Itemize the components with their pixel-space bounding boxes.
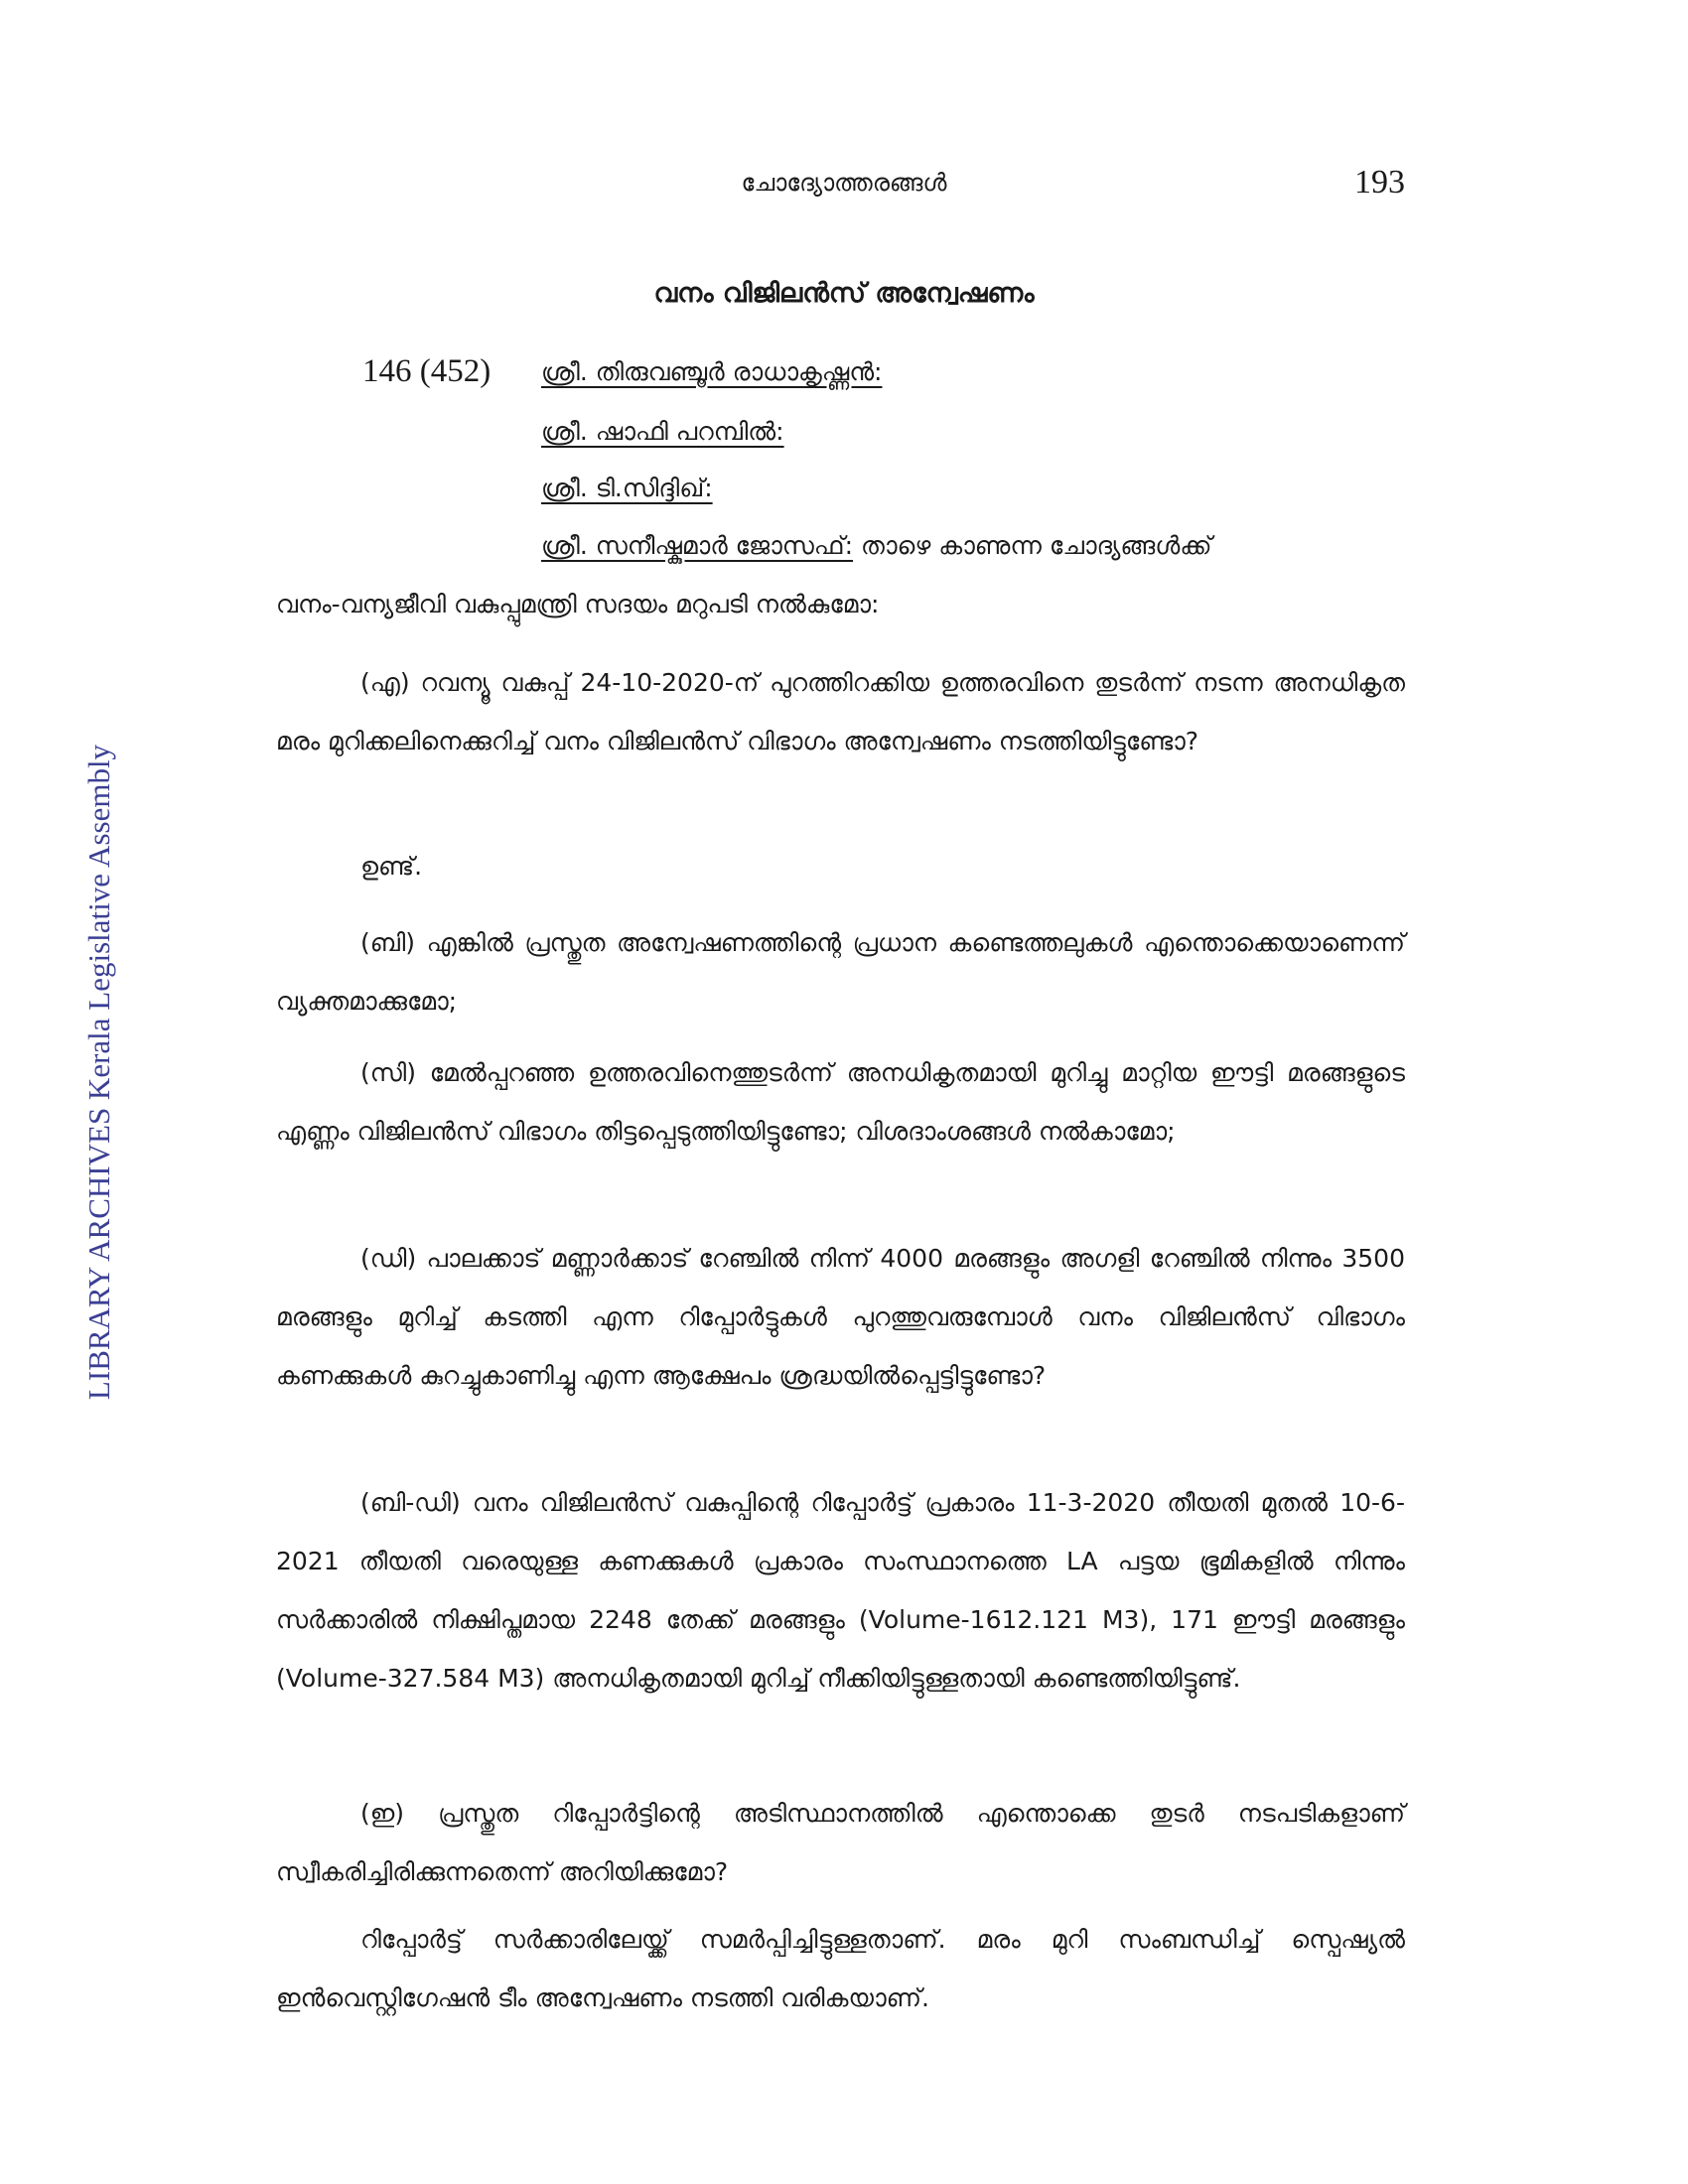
question-e: (ഇ) പ്രസ്തുത റിപ്പോർട്ടിന്റെ അടിസ്ഥാനത്തിൽ എന്തൊക്കെ തുടർ നടപടികളാണ് സ്വീകരിച്ചിരിക്കുന്നതെന്ന് അറിയിക്കുമോ? xyxy=(276,1799,1405,1886)
intro-line-2: വനം-വന്യജീവി വകുപ്പുമന്ത്രി സദയം മറുപടി നൽകുമോ: xyxy=(276,590,880,618)
page-number: 193 xyxy=(1354,164,1405,201)
question-c: (സി) മേൽപ്പറഞ്ഞ ഉത്തരവിനെത്തുടർന്ന് അനധികൃതമായി മുറിച്ചു മാറ്റിയ ഈട്ടി മരങ്ങളുടെ എണ്ണം വിജിലൻസ് വിഭാഗം തിട്ടപ്പെടുത്തിയിട്ടുണ്ടോ; വിശദാംശങ്ങൾ നൽകാമോ; xyxy=(276,1058,1405,1146)
archive-side-watermark: LIBRARY ARCHIVES Kerala Legislative Assembly xyxy=(81,744,116,1401)
question-d: (ഡി) പാലക്കാട് മണ്ണാർക്കാട് റേഞ്ചിൽ നിന്ന് 4000 മരങ്ങളും അഗളി റേഞ്ചിൽ നിന്നും 3500 മരങ്ങളും മുറിച്ച് കടത്തി എന്ന റിപ്പോർട്ടുകൾ പുറത്തുവരുമ്പോൾ വനം വിജിലൻസ് വിഭാഗം കണക്കുകൾ കുറച്ചുകാണിച്ചു എന്ന ആക്ഷേപം ശ്രദ്ധയിൽപ്പെട്ടിട്ടുണ്ടോ? xyxy=(276,1244,1405,1390)
running-header: ചോദ്യോത്തരങ്ങൾ xyxy=(741,169,947,197)
intro-tail: താഴെ കാണുന്ന ചോദ്യങ്ങൾക്ക് xyxy=(853,531,1212,560)
member-name: ശ്രീ. സനീഷ്കുമാർ ജോസഫ്: xyxy=(541,531,854,560)
member-name: ശ്രീ. തിരുവഞ്ചൂർ രാധാകൃഷ്ണൻ: xyxy=(541,357,883,386)
answer-b-d: (ബി-ഡി) വനം വിജിലൻസ് വകുപ്പിന്റെ റിപ്പോർട്ട് പ്രകാരം 11-3-2020 തീയതി മുതൽ 10-6-2021 തീയതി വരെയുള്ള കണക്കുകൾ പ്രകാരം സംസ്ഥാനത്തെ LA പട്ടയ ഭൂമികളിൽ നിന്നും സർക്കാരിൽ നിക്ഷിപ്തമായ 2248 തേക്ക് മരങ്ങളും (Volume-1612.121 M3), 171 ഈട്ടി മരങ്ങളും (Volume-327.584 M3) അനധികൃതമായി മുറിച്ച് നീക്കിയിട്ടുള്ളതായി കണ്ടെത്തിയിട്ടുണ്ട്. xyxy=(276,1488,1405,1693)
member-name: ശ്രീ. ഷാഫി പറമ്പിൽ: xyxy=(541,417,784,446)
question-b: (ബി) എങ്കിൽ പ്രസ്തുത അന്വേഷണത്തിന്റെ പ്രധാന കണ്ടെത്തലുകൾ എന്തൊക്കെയാണെന്ന് വ്യക്തമാക്കുമോ; xyxy=(276,928,1405,1016)
answer-a: ഉണ്ട്. xyxy=(360,852,423,881)
member-name: ശ്രീ. ടി.സിദ്ദിഖ്: xyxy=(541,474,713,502)
question-number: 146 (452) xyxy=(362,353,492,389)
answer-e: റിപ്പോർട്ട് സർക്കാരിലേയ്ക്ക് സമർപ്പിച്ചിട്ടുള്ളതാണ്. മരം മുറി സംബന്ധിച്ച് സ്പെഷ്യൽ ഇൻവെസ്റ്റിഗേഷൻ ടീം അന്വേഷണം നടത്തി വരികയാണ്. xyxy=(276,1925,1405,2012)
intro-line xyxy=(541,531,1211,561)
question-a: (എ) റവന്യൂ വകുപ്പ് 24-10-2020-ന് പുറത്തിറക്കിയ ഉത്തരവിനെ തുടർന്ന് നടന്ന അനധികൃത മരം മുറിക്കലിനെക്കുറിച്ച് വനം വിജിലൻസ് വിഭാഗം അന്വേഷണം നടത്തിയിട്ടുണ്ടോ? xyxy=(276,668,1405,755)
question-title: വനം വിജിലൻസ് അന്വേഷണം xyxy=(653,278,1035,309)
